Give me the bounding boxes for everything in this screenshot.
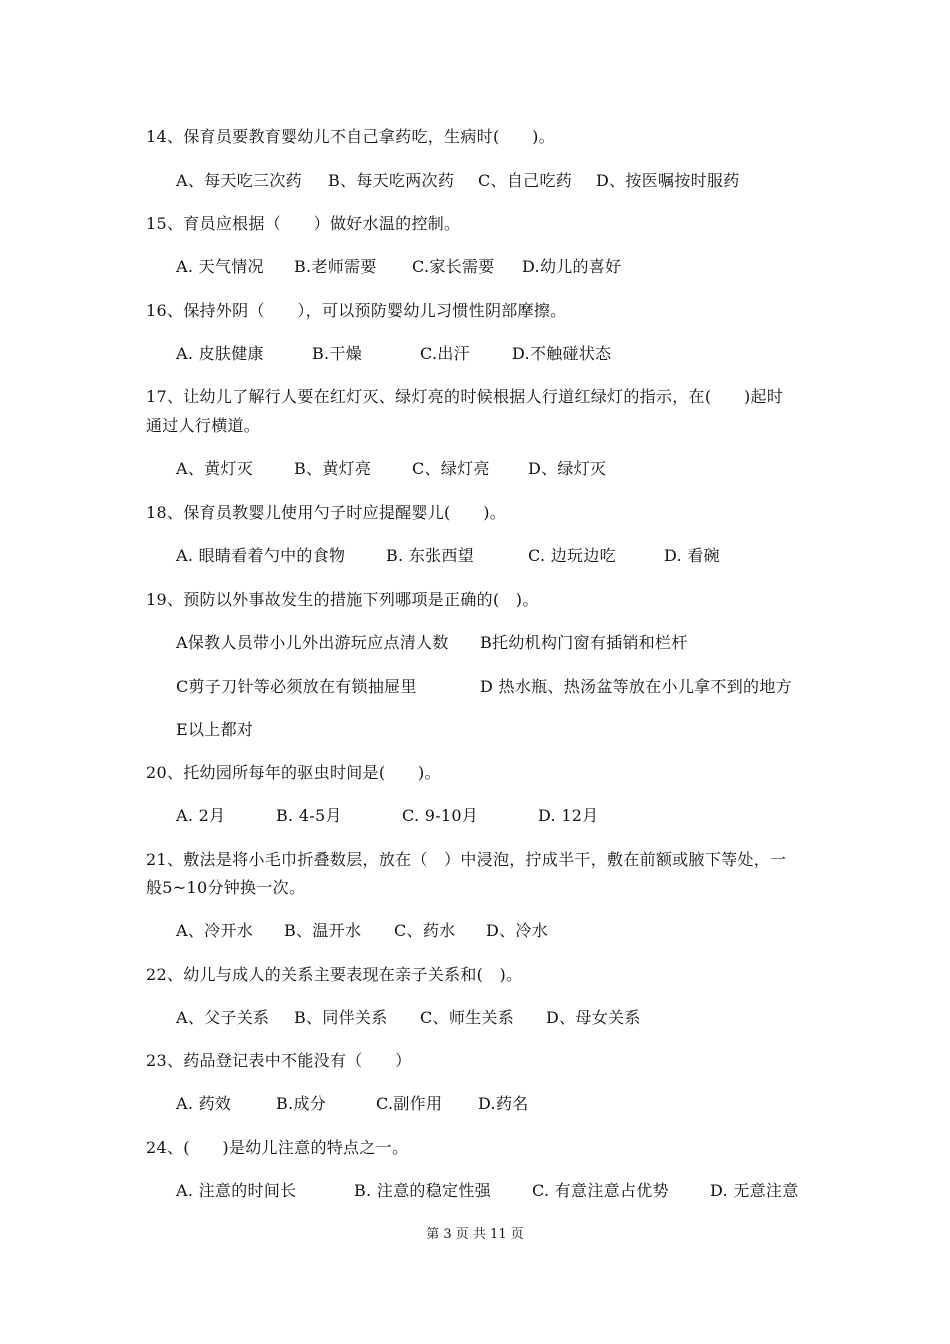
question-16-option-c: C.出汗 xyxy=(420,344,470,363)
page-number-footer: 第 3 页 共 11 页 xyxy=(426,1227,524,1242)
question-18-option-b: B. 东张西望 xyxy=(386,546,475,565)
question-14-option-c: C、自己吃药 xyxy=(478,171,573,190)
question-19-stem: 19、预防以外事故发生的措施下列哪项是正确的( )。 xyxy=(146,590,539,609)
question-14-option-b: B、每天吃两次药 xyxy=(328,171,455,190)
question-18-stem: 18、保育员教婴儿使用勺子时应提醒婴儿( )。 xyxy=(146,503,507,522)
question-21-option-a: A、冷开水 xyxy=(176,921,254,940)
question-17-option-a: A、黄灯灭 xyxy=(176,459,254,478)
question-14-option-d: D、按医嘱按时服药 xyxy=(596,171,740,190)
question-18-option-d: D. 看碗 xyxy=(664,546,720,565)
question-23-option-c: C.副作用 xyxy=(376,1094,443,1113)
question-17-stem-line2: 通过人行横道。 xyxy=(146,416,261,435)
question-24-option-a: A. 注意的时间长 xyxy=(176,1181,297,1200)
question-16-option-b: B.干燥 xyxy=(312,344,363,363)
question-22-option-c: C、师生关系 xyxy=(420,1008,515,1027)
question-14-option-a: A、每天吃三次药 xyxy=(176,171,302,190)
question-18-option-a: A. 眼睛看着勺中的食物 xyxy=(176,546,346,565)
question-19-option-c: C剪子刀针等必须放在有锁抽屉里 xyxy=(176,677,417,696)
question-23-option-d: D.药名 xyxy=(478,1094,529,1113)
question-23-option-a: A. 药效 xyxy=(176,1094,232,1113)
question-16-stem: 16、保持外阴（ ），可以预防婴幼儿习惯性阴部摩擦。 xyxy=(146,301,567,320)
question-21-option-d: D、冷水 xyxy=(486,921,549,940)
question-22-option-a: A、父子关系 xyxy=(176,1008,270,1027)
question-17-option-d: D、绿灯灭 xyxy=(528,459,607,478)
question-19-option-e: E以上都对 xyxy=(176,720,254,739)
question-15-option-d: D.幼儿的喜好 xyxy=(522,257,622,276)
question-17-option-c: C、绿灯亮 xyxy=(412,459,490,478)
question-24-option-d: D. 无意注意 xyxy=(710,1181,799,1200)
question-24-option-c: C. 有意注意占优势 xyxy=(532,1181,669,1200)
question-19-option-a: A保教人员带小儿外出游玩应点清人数 xyxy=(176,633,449,652)
question-21-option-b: B、温开水 xyxy=(284,921,362,940)
question-19-option-b: B托幼机构门窗有插销和栏杆 xyxy=(480,633,688,652)
question-24-stem: 24、( )是幼儿注意的特点之一。 xyxy=(146,1138,409,1157)
question-21-option-c: C、药水 xyxy=(394,921,456,940)
question-20-option-b: B. 4-5月 xyxy=(276,806,342,825)
question-17-stem-line1: 17、让幼儿了解行人要在红灯灭、绿灯亮的时候根据人行道红绿灯的指示，在( )起时 xyxy=(146,387,784,406)
question-15-option-c: C.家长需要 xyxy=(412,257,495,276)
question-20-option-c: C. 9-10月 xyxy=(402,806,479,825)
question-19-option-d: D 热水瓶、热汤盆等放在小儿拿不到的地方 xyxy=(480,677,792,696)
question-16-option-d: D.不触碰状态 xyxy=(512,344,612,363)
question-22-option-b: B、同伴关系 xyxy=(294,1008,388,1027)
question-14-stem: 14、保育员要教育婴幼儿不自己拿药吃，生病时( )。 xyxy=(146,127,555,146)
question-24-option-b: B. 注意的稳定性强 xyxy=(354,1181,491,1200)
question-22-stem: 22、幼儿与成人的关系主要表现在亲子关系和( )。 xyxy=(146,965,523,984)
question-15-option-a: A. 天气情况 xyxy=(176,257,264,276)
question-20-stem: 20、托幼园所每年的驱虫时间是( )。 xyxy=(146,763,441,782)
question-15-stem: 15、育员应根据（ ）做好水温的控制。 xyxy=(146,214,461,233)
question-21-stem-line2: 般5~10分钟换一次。 xyxy=(146,878,306,897)
question-21-stem-line1: 21、敷法是将小毛巾折叠数层，放在（ ）中浸泡，拧成半干，敷在前额或腋下等处，一 xyxy=(146,850,787,869)
question-17-option-b: B、黄灯亮 xyxy=(294,459,372,478)
question-16-option-a: A. 皮肤健康 xyxy=(176,344,264,363)
question-15-option-b: B.老师需要 xyxy=(294,257,377,276)
question-22-option-d: D、母女关系 xyxy=(546,1008,641,1027)
question-23-stem: 23、药品登记表中不能没有（ ） xyxy=(146,1051,412,1070)
question-18-option-c: C. 边玩边吃 xyxy=(528,546,616,565)
question-20-option-d: D. 12月 xyxy=(538,806,599,825)
question-20-option-a: A. 2月 xyxy=(176,806,226,825)
question-23-option-b: B.成分 xyxy=(276,1094,327,1113)
